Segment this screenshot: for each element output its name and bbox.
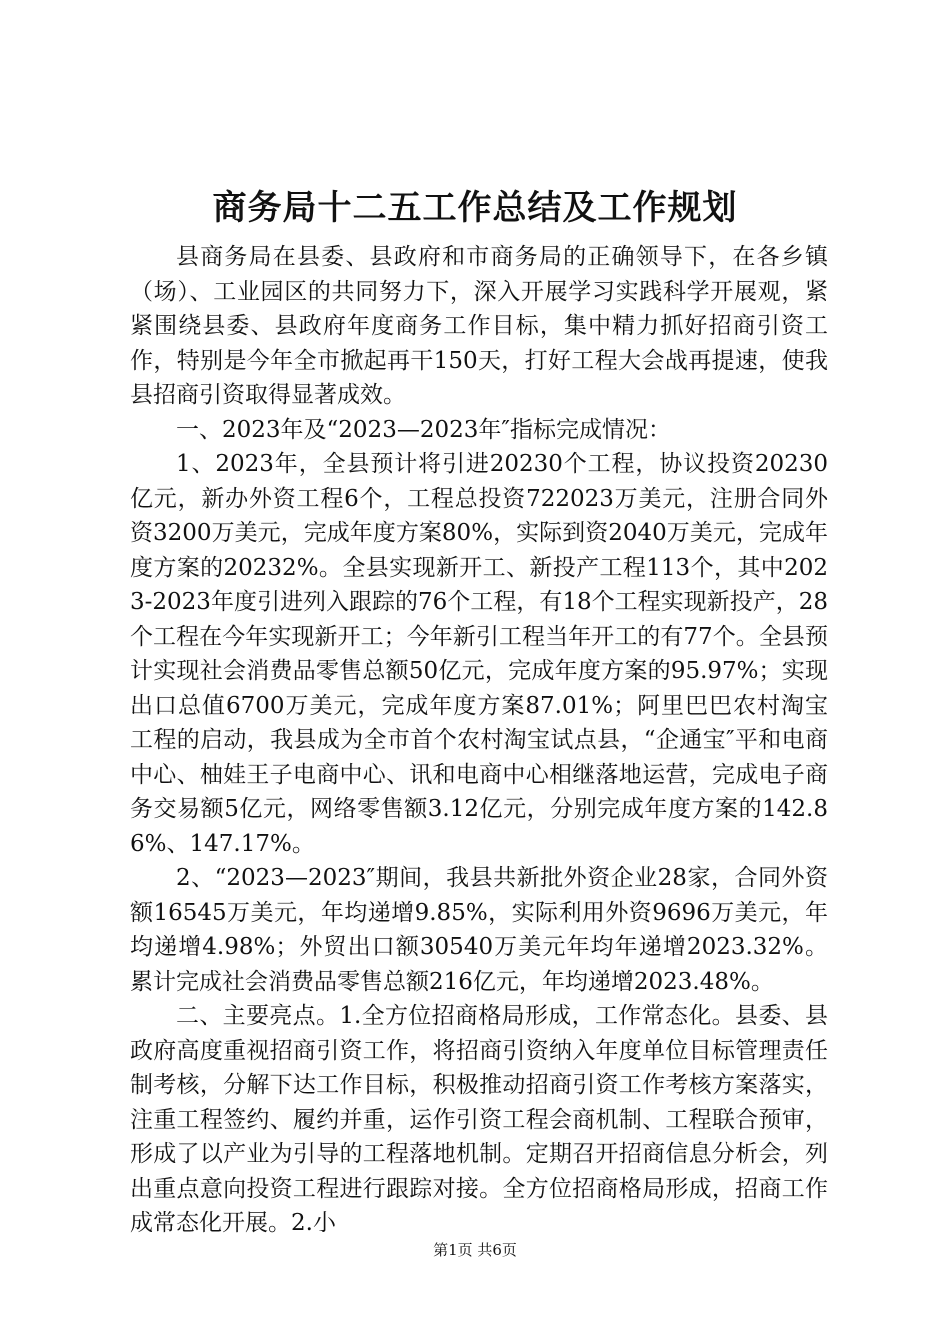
intro-paragraph: 县商务局在县委、县政府和市商务局的正确领导下，在各乡镇（场）、工业园区的共同努力下，深入开展学习实践科学开展观，紧紧围绕县委、县政府年度商务工作目标，集中精力抓好招商引资工作，特别是今年全市掀起再干150天，打好工程大会战再提速，使我县招商引资取得显著成效。: [130, 244, 828, 408]
paragraph-2023-results: 1、2023年，全县预计将引进20230个工程，协议投资20230亿元，新办外资工程6个，工程总投资722023万美元，注册合同外资3200万美元，完成年度方案80%，实际到资2040万美元，完成年度方案的20232%。全县实现新开工、新投产工程113个，其中2023-2023年度引进列入跟踪的76个工程，有18个工程实现新投产，28个工程在今年实现新开工；今年新引工程当年开工的有77个。全县预计实现社会消费品零售总额50亿元，完成年度方案的95.97%；实现出口总值6700万美元，完成年度方案87.01%；阿里巴巴农村淘宝工程的启动，我县成为全市首个农村淘宝试点县，“企通宝″平和电商中心、柚娃王子电商中心、讯和电商中心相继落地运营，完成电子商务交易额5亿元，网络零售额3.12亿元，分别完成年度方案的142.86%、147.17%。: [130, 451, 828, 857]
paragraph-highlights: 二、主要亮点。1.全方位招商格局形成，工作常态化。县委、县政府高度重视招商引资工作，将招商引资纳入年度单位目标管理责任制考核，分解下达工作目标，积极推动招商引资工作考核方案落实，注重工程签约、履约并重，运作引资工程会商机制、工程联合预审，形成了以产业为引导的工程落地机制。定期召开招商信息分析会，列出重点意向投资工程进行跟踪对接。全方位招商格局形成，招商工作成常态化开展。2.小: [130, 1003, 828, 1236]
document-body: [130, 240, 828, 1241]
document-title: 商务局十二五工作总结及工作规划: [212, 188, 738, 228]
section-heading-1: 一、2023年及“2023—2023年″指标完成情况：: [176, 416, 671, 443]
paragraph-period-results: 2、“2023—2023″期间，我县共新批外资企业28家，合同外资额16545万美元，年均递增9.85%，实际利用外资9696万美元，年均递增4.98%；外贸出口额30540万美元年均年递增2023.32%。累计完成社会消费品零售总额216亿元，年均递增2023.48%。: [130, 865, 828, 995]
page-footer: 第1页 共6页: [433, 1241, 517, 1259]
